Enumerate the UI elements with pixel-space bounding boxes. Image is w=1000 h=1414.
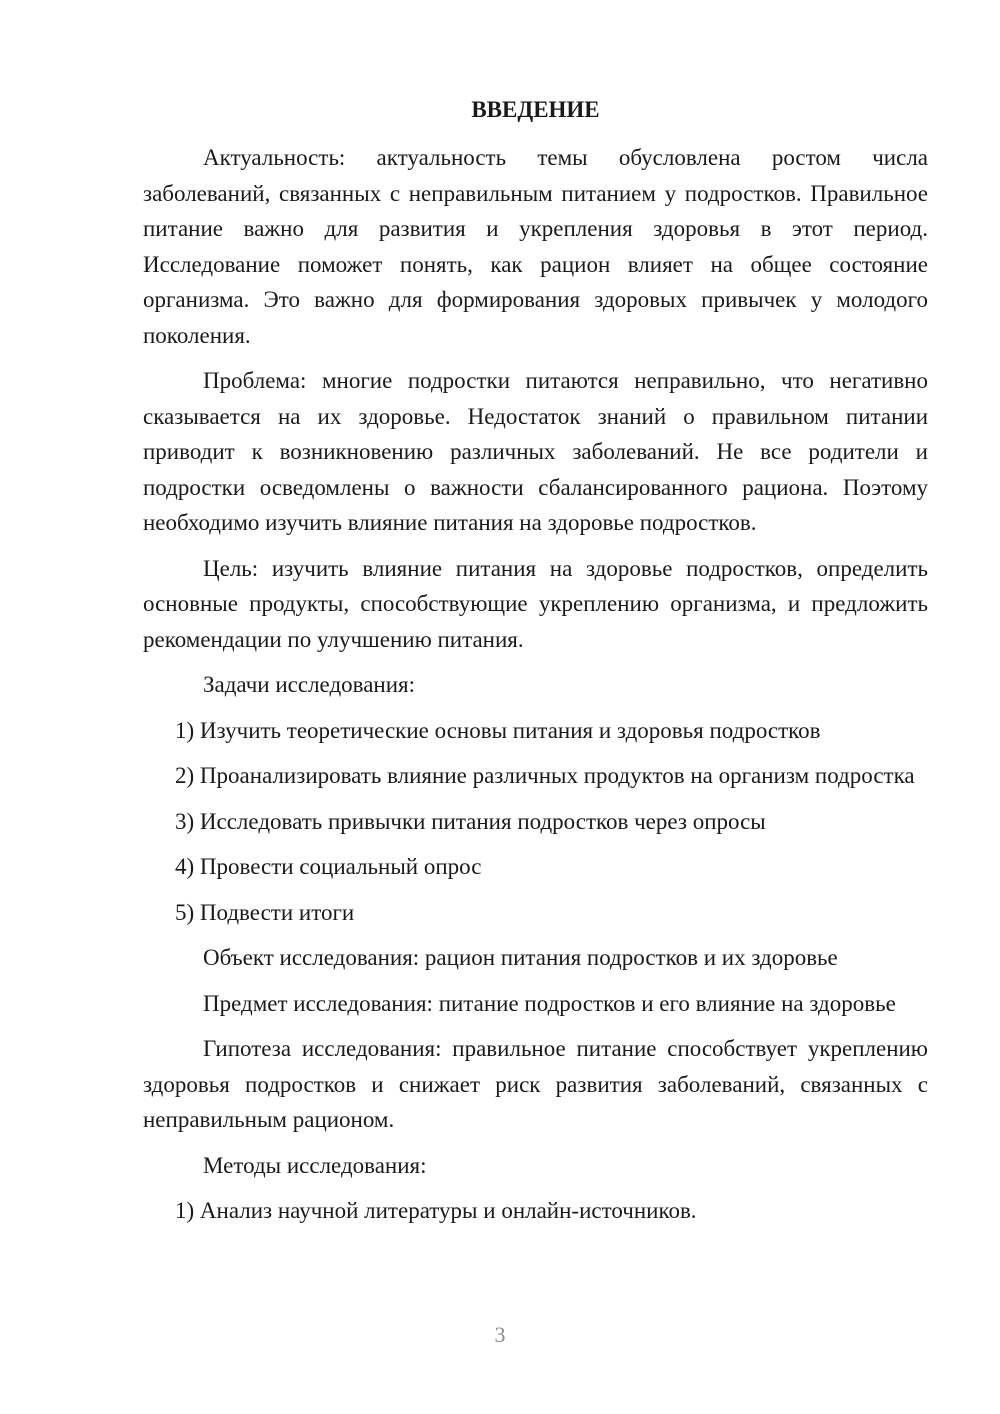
- method-item-1: 1) Анализ научной литературы и онлайн-источников.: [175, 1198, 697, 1223]
- object-paragraph: Объект исследования: рацион питания подростков и их здоровье: [203, 945, 838, 970]
- problem-paragraph: Проблема: многие подростки питаются неправильно, что негативно сказывается на их здоровье. Недостаток знаний о правильном питании приводит к возникновению различных заболеваний. Не все родители и подростки осведомлены о важности сбалансированного рациона. Поэтому необходимо изучить влияние питания на здоровье подростков.: [143, 368, 928, 535]
- hypothesis-paragraph: Гипотеза исследования: правильное питание способствует укреплению здоровья подростков и снижает риск развития заболеваний, связанных с неправильным рационом.: [143, 1036, 928, 1132]
- page-number: 3: [494, 1322, 506, 1347]
- tasks-heading: Задачи исследования:: [203, 672, 416, 697]
- task-item-2: 2) Проанализировать влияние различных продуктов на организм подростка: [175, 763, 915, 788]
- task-item-4: 4) Провести социальный опрос: [175, 854, 482, 879]
- methods-heading: Методы исследования:: [203, 1152, 427, 1178]
- task-item-3: 3) Исследовать привычки питания подростков через опросы: [175, 808, 766, 834]
- task-item-1: 1) Изучить теоретические основы питания и здоровья подростков: [175, 717, 821, 743]
- document-page: [143, 92, 928, 1239]
- relevance-paragraph: Актуальность: актуальность темы обусловлена ростом числа заболеваний, связанных с неправильным питанием у подростков. Правильное питание важно для развития и укрепления здоровья в этот период. Исследование поможет понять, как рацион влияет на общее состояние организма. Это важно для формирования здоровых привычек у молодого поколения.: [143, 145, 928, 348]
- subject-paragraph: Предмет исследования: питание подростков и его влияние на здоровье: [203, 990, 896, 1016]
- section-title: ВВЕДЕНИЕ: [471, 97, 600, 122]
- goal-paragraph: Цель: изучить влияние питания на здоровье подростков, определить основные продукты, способствующие укреплению организма, и предложить рекомендации по улучшению питания.: [143, 555, 928, 652]
- task-item-5: 5) Подвести итоги: [175, 899, 355, 925]
